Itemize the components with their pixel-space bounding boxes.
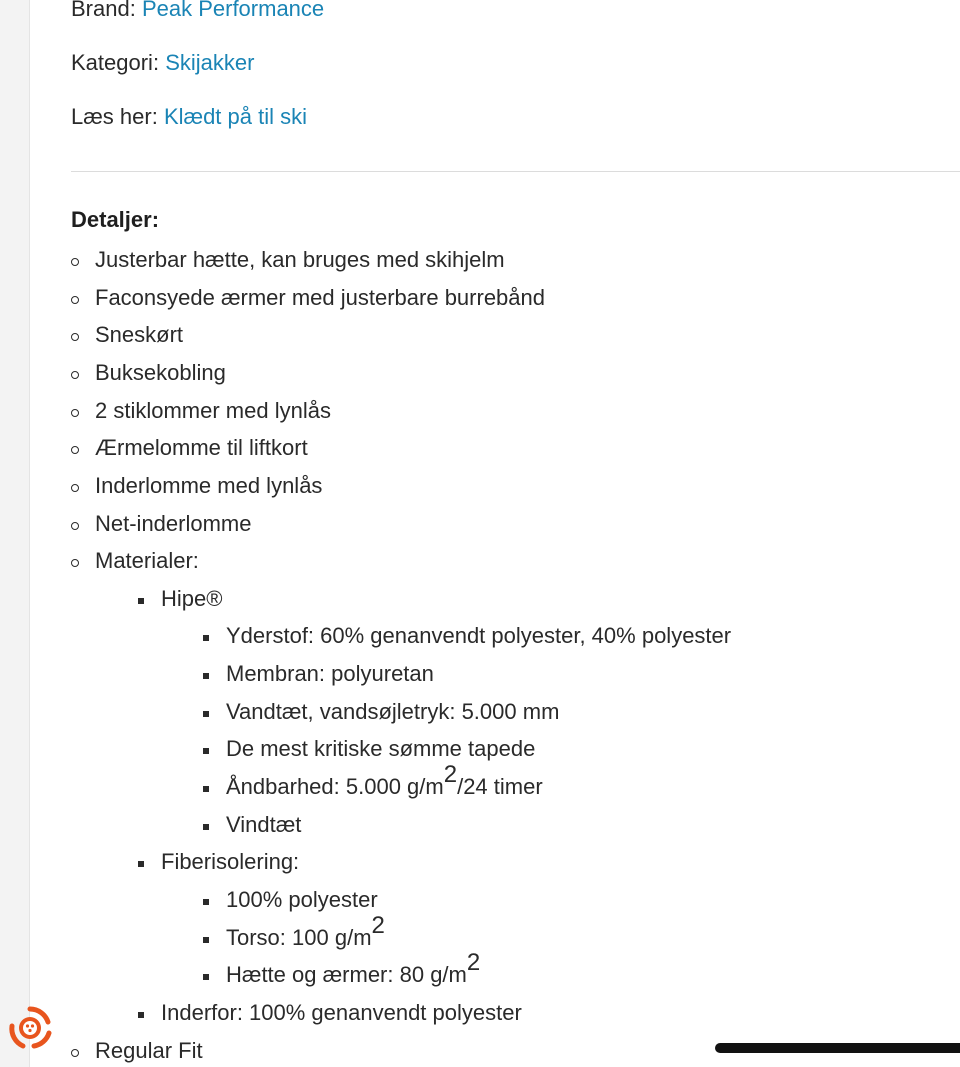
- breathability-text: Åndbarhed: 5.000 g/m: [226, 774, 444, 799]
- read-label: Læs her:: [71, 104, 158, 129]
- details-heading: Detaljer:: [71, 207, 160, 232]
- circle-bullet-icon: [71, 446, 79, 454]
- read-link[interactable]: Klædt på til ski: [163, 104, 308, 129]
- brand-label: Brand:: [71, 0, 136, 21]
- material-lining: Inderfor: 100% genanvendt polyester: [161, 1000, 522, 1025]
- list-item: 100% polyester: [226, 887, 378, 912]
- square-bullet-icon: [203, 899, 209, 905]
- list-item: Net-inderlomme: [95, 511, 252, 536]
- list-item: Yderstof: 60% genanvendt polyester, 40% polyester: [226, 623, 732, 648]
- list-item: Vandtæt, vandsøjletryk: 5.000 mm: [226, 699, 560, 724]
- square-bullet-icon: [138, 1012, 144, 1018]
- circle-bullet-icon: [71, 1049, 79, 1057]
- circle-bullet-icon: [71, 296, 79, 304]
- circle-bullet-icon: [71, 409, 79, 417]
- circle-bullet-icon: [71, 522, 79, 530]
- category-label: Kategori:: [71, 50, 160, 75]
- torso-text: Torso: 100 g/m: [226, 925, 372, 950]
- breathability-exponent: 2: [443, 760, 458, 788]
- category-line: [71, 50, 254, 76]
- list-item: 2 stiklommer med lynlås: [95, 398, 331, 423]
- square-bullet-icon: [203, 711, 209, 717]
- list-item-fit: Regular Fit: [95, 1038, 203, 1063]
- breathability-suffix: /24 timer: [457, 774, 543, 799]
- list-item: Buksekobling: [95, 360, 226, 385]
- list-item: Faconsyede ærmer med justerbare burrebånd: [95, 285, 546, 310]
- circle-bullet-icon: [71, 559, 79, 567]
- square-bullet-icon: [138, 598, 144, 604]
- list-item: Vindtæt: [226, 812, 302, 837]
- list-item-hood: [226, 948, 481, 988]
- list-item: Membran: polyuretan: [226, 661, 434, 686]
- torso-exponent: 2: [371, 911, 385, 939]
- list-item: Inderlomme med lynlås: [95, 473, 323, 498]
- left-gutter: [0, 0, 30, 1067]
- list-item: Justerbar hætte, kan bruges med skihjelm: [95, 247, 505, 272]
- hood-text: Hætte og ærmer: 80 g/m: [226, 962, 467, 987]
- square-bullet-icon: [203, 673, 209, 679]
- list-item-torso: [226, 911, 385, 951]
- square-bullet-icon: [203, 974, 209, 980]
- list-item: Sneskørt: [95, 322, 184, 347]
- home-indicator[interactable]: [715, 1043, 960, 1053]
- square-bullet-icon: [203, 748, 209, 754]
- circle-bullet-icon: [71, 333, 79, 341]
- brand-link[interactable]: Peak Performance: [141, 0, 325, 21]
- circle-bullet-icon: [71, 371, 79, 379]
- divider: [71, 171, 960, 172]
- material-hipe: Hipe®: [161, 586, 223, 611]
- category-link[interactable]: Skijakker: [165, 50, 255, 75]
- list-item-breathability: [226, 760, 543, 800]
- circle-bullet-icon: [71, 484, 79, 492]
- list-item: De mest kritiske sømme tapede: [226, 736, 536, 761]
- brand-logo-icon[interactable]: [8, 1006, 52, 1050]
- list-item: Ærmelomme til liftkort: [95, 435, 308, 460]
- hood-exponent: 2: [466, 948, 481, 976]
- read-line: [71, 104, 307, 130]
- material-fiber: Fiberisolering:: [161, 849, 300, 874]
- square-bullet-icon: [138, 861, 144, 867]
- square-bullet-icon: [203, 786, 209, 792]
- circle-bullet-icon: [71, 258, 79, 266]
- square-bullet-icon: [203, 937, 209, 943]
- square-bullet-icon: [203, 824, 209, 830]
- square-bullet-icon: [203, 635, 209, 641]
- brand-line: [71, 0, 324, 22]
- list-item-materials: Materialer:: [95, 548, 199, 573]
